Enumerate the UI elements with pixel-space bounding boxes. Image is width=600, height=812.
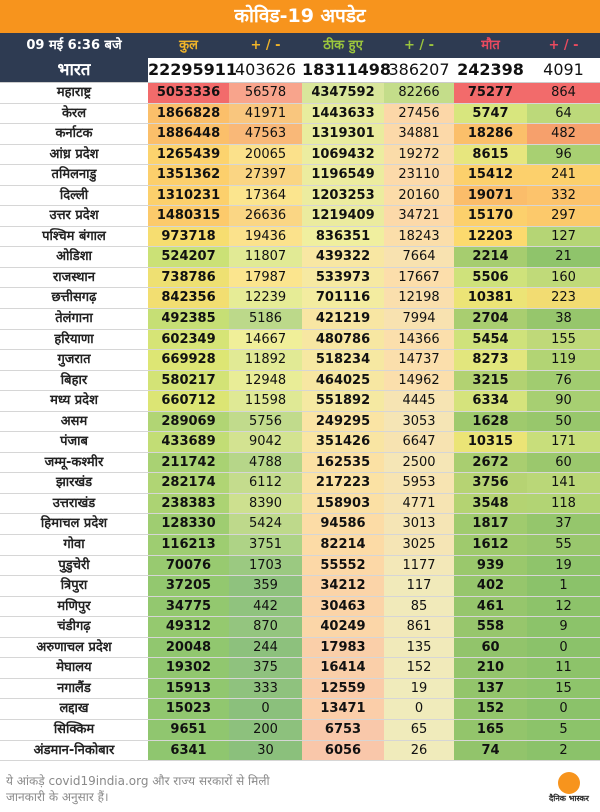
cell-total-delta: 11598 (229, 391, 302, 411)
state-name: पुडुचेरी (0, 556, 148, 576)
state-name: उत्तराखंड (0, 494, 148, 514)
cell-recovered-delta: 152 (384, 658, 454, 678)
cell-total: 842356 (148, 288, 229, 308)
table-row (0, 288, 600, 309)
table-row (0, 186, 600, 207)
cell-total: 6341 (148, 741, 229, 761)
cell-total: 660712 (148, 391, 229, 411)
state-name: आंध्र प्रदेश (0, 145, 148, 165)
state-name: हरियाणा (0, 330, 148, 350)
cell-recovered: 4347592 (302, 83, 384, 103)
cell-deaths: 19071 (454, 186, 527, 206)
cell-deaths: 402 (454, 576, 527, 596)
cell-deaths-delta: 19 (527, 556, 600, 576)
source-note: ये आंकड़े covid19india.org और राज्य सरकारों से मिली जानकारी के अनुसार हैं। (6, 774, 270, 804)
cell-deaths: 8273 (454, 350, 527, 370)
cell-total-delta: 12948 (229, 371, 302, 391)
cell-total-delta: 20065 (229, 145, 302, 165)
table-row (0, 145, 600, 166)
state-name: गोवा (0, 535, 148, 555)
cell-deaths-delta: 119 (527, 350, 600, 370)
cell-total: 580217 (148, 371, 229, 391)
cell-recovered-delta: 5953 (384, 473, 454, 493)
cell-deaths: 210 (454, 658, 527, 678)
cell-recovered: 464025 (302, 371, 384, 391)
national-deaths-delta: 4091 (543, 60, 584, 79)
national-recovered: 18311498 (302, 60, 392, 79)
cell-recovered: 40249 (302, 617, 384, 637)
cell-total: 19302 (148, 658, 229, 678)
cell-total: 37205 (148, 576, 229, 596)
cell-deaths: 3548 (454, 494, 527, 514)
cell-recovered-delta: 7664 (384, 247, 454, 267)
cell-recovered: 1203253 (302, 186, 384, 206)
cell-deaths: 5454 (454, 330, 527, 350)
state-name: हिमाचल प्रदेश (0, 514, 148, 534)
cell-recovered: 551892 (302, 391, 384, 411)
recovered-header: ठीक हुए (302, 33, 384, 58)
state-name: पश्चिम बंगाल (0, 227, 148, 247)
cell-recovered: 421219 (302, 309, 384, 329)
cell-total-delta: 5756 (229, 412, 302, 432)
cell-total: 289069 (148, 412, 229, 432)
cell-total-delta: 375 (229, 658, 302, 678)
national-deaths: 242398 (457, 60, 524, 79)
cell-recovered: 94586 (302, 514, 384, 534)
cell-deaths: 10381 (454, 288, 527, 308)
cell-deaths: 15170 (454, 206, 527, 226)
national-recovered-delta: 386207 (388, 60, 450, 79)
cell-deaths: 60 (454, 638, 527, 658)
cell-deaths-delta: 223 (527, 288, 600, 308)
table-row (0, 741, 600, 762)
cell-recovered-delta: 4771 (384, 494, 454, 514)
cell-total-delta: 244 (229, 638, 302, 658)
cell-deaths-delta: 127 (527, 227, 600, 247)
cell-deaths: 18286 (454, 124, 527, 144)
national-total-delta: 403626 (234, 60, 297, 79)
logo-icon (558, 772, 580, 794)
cell-deaths-delta: 5 (527, 720, 600, 740)
cell-total-delta: 6112 (229, 473, 302, 493)
logo-text: दैनिक भास्कर (549, 794, 589, 803)
cell-recovered-delta: 65 (384, 720, 454, 740)
cell-deaths-delta: 297 (527, 206, 600, 226)
table-row (0, 206, 600, 227)
cell-recovered-delta: 6647 (384, 432, 454, 452)
cell-deaths: 1628 (454, 412, 527, 432)
state-table (0, 83, 600, 761)
table-row (0, 617, 600, 638)
table-row (0, 658, 600, 679)
cell-deaths-delta: 2 (527, 741, 600, 761)
cell-recovered: 162535 (302, 453, 384, 473)
table-row (0, 432, 600, 453)
cell-recovered: 217223 (302, 473, 384, 493)
state-name: अरुणाचल प्रदेश (0, 638, 148, 658)
cell-deaths: 152 (454, 699, 527, 719)
cell-recovered: 1443633 (302, 104, 384, 124)
cell-recovered-delta: 23110 (384, 165, 454, 185)
state-name: गुजरात (0, 350, 148, 370)
table-row (0, 268, 600, 289)
table-row (0, 597, 600, 618)
cell-total: 9651 (148, 720, 229, 740)
cell-recovered-delta: 27456 (384, 104, 454, 124)
cell-total-delta: 4788 (229, 453, 302, 473)
cell-total-delta: 30 (229, 741, 302, 761)
cell-total: 20048 (148, 638, 229, 658)
state-name: चंडीगढ़ (0, 617, 148, 637)
cell-total: 5053336 (148, 83, 229, 103)
table-row (0, 699, 600, 720)
cell-recovered-delta: 2500 (384, 453, 454, 473)
state-name: झारखंड (0, 473, 148, 493)
cell-deaths: 1817 (454, 514, 527, 534)
cell-deaths: 6334 (454, 391, 527, 411)
cell-deaths-delta: 0 (527, 699, 600, 719)
table-row (0, 165, 600, 186)
table-row (0, 679, 600, 700)
table-row (0, 104, 600, 125)
cell-recovered-delta: 12198 (384, 288, 454, 308)
cell-deaths-delta: 50 (527, 412, 600, 432)
cell-total: 211742 (148, 453, 229, 473)
cell-total-delta: 442 (229, 597, 302, 617)
cell-recovered: 13471 (302, 699, 384, 719)
table-row (0, 453, 600, 474)
cell-total-delta: 5424 (229, 514, 302, 534)
cell-deaths-delta: 64 (527, 104, 600, 124)
cell-total: 1480315 (148, 206, 229, 226)
cell-recovered: 518234 (302, 350, 384, 370)
table-row (0, 83, 600, 104)
table-row (0, 350, 600, 371)
cell-total: 669928 (148, 350, 229, 370)
cell-recovered: 34212 (302, 576, 384, 596)
cell-total-delta: 26636 (229, 206, 302, 226)
cell-deaths-delta: 118 (527, 494, 600, 514)
cell-deaths: 3215 (454, 371, 527, 391)
table-row (0, 391, 600, 412)
cell-deaths-delta: 21 (527, 247, 600, 267)
cell-total-delta: 17987 (229, 268, 302, 288)
cell-deaths: 2214 (454, 247, 527, 267)
cell-total-delta: 200 (229, 720, 302, 740)
cell-recovered: 158903 (302, 494, 384, 514)
cell-deaths-delta: 11 (527, 658, 600, 678)
cell-total-delta: 12239 (229, 288, 302, 308)
cell-deaths: 939 (454, 556, 527, 576)
page-title: कोविड-19 अपडेट (0, 0, 600, 33)
cell-recovered-delta: 14962 (384, 371, 454, 391)
table-row (0, 412, 600, 433)
cell-recovered: 1196549 (302, 165, 384, 185)
table-row (0, 514, 600, 535)
state-name: अंडमान-निकोबार (0, 741, 148, 761)
cell-recovered: 249295 (302, 412, 384, 432)
cell-total: 1351362 (148, 165, 229, 185)
cell-deaths: 558 (454, 617, 527, 637)
date-header: 09 मई 6:36 बजे (0, 33, 148, 58)
cell-deaths-delta: 160 (527, 268, 600, 288)
cell-total: 116213 (148, 535, 229, 555)
state-name: लद्दाख (0, 699, 148, 719)
cell-total-delta: 359 (229, 576, 302, 596)
cell-deaths-delta: 96 (527, 145, 600, 165)
cell-recovered-delta: 861 (384, 617, 454, 637)
cell-recovered-delta: 20160 (384, 186, 454, 206)
cell-deaths: 5747 (454, 104, 527, 124)
state-name: सिक्किम (0, 720, 148, 740)
cell-total-delta: 8390 (229, 494, 302, 514)
cell-total-delta: 14667 (229, 330, 302, 350)
cell-deaths-delta: 37 (527, 514, 600, 534)
cell-recovered-delta: 135 (384, 638, 454, 658)
cell-recovered-delta: 34721 (384, 206, 454, 226)
cell-recovered-delta: 26 (384, 741, 454, 761)
cell-total: 1310231 (148, 186, 229, 206)
cell-total-delta: 0 (229, 699, 302, 719)
table-row (0, 535, 600, 556)
cell-recovered: 17983 (302, 638, 384, 658)
cell-recovered-delta: 117 (384, 576, 454, 596)
cell-deaths-delta: 12 (527, 597, 600, 617)
table-row (0, 309, 600, 330)
cell-total: 524207 (148, 247, 229, 267)
cell-deaths-delta: 55 (527, 535, 600, 555)
cell-deaths: 8615 (454, 145, 527, 165)
cell-total-delta: 19436 (229, 227, 302, 247)
cell-total: 34775 (148, 597, 229, 617)
cell-deaths: 2704 (454, 309, 527, 329)
cell-deaths-delta: 0 (527, 638, 600, 658)
cell-deaths-delta: 1 (527, 576, 600, 596)
table-row (0, 227, 600, 248)
cell-deaths: 75277 (454, 83, 527, 103)
cell-recovered: 30463 (302, 597, 384, 617)
total-delta-header: + / - (229, 33, 302, 58)
total-header: कुल (148, 33, 229, 58)
cell-total-delta: 9042 (229, 432, 302, 452)
cell-total: 282174 (148, 473, 229, 493)
table-row (0, 638, 600, 659)
cell-deaths: 10315 (454, 432, 527, 452)
cell-total-delta: 11892 (229, 350, 302, 370)
cell-total: 15913 (148, 679, 229, 699)
cell-recovered: 439322 (302, 247, 384, 267)
cell-recovered-delta: 19 (384, 679, 454, 699)
cell-recovered-delta: 3025 (384, 535, 454, 555)
cell-recovered-delta: 18243 (384, 227, 454, 247)
cell-deaths: 3756 (454, 473, 527, 493)
footer (0, 770, 600, 812)
cell-deaths: 165 (454, 720, 527, 740)
state-name: मध्य प्रदेश (0, 391, 148, 411)
cell-total-delta: 47563 (229, 124, 302, 144)
cell-deaths: 1612 (454, 535, 527, 555)
recovered-delta-header: + / - (384, 33, 454, 58)
cell-recovered: 1069432 (302, 145, 384, 165)
cell-recovered: 480786 (302, 330, 384, 350)
cell-deaths: 12203 (454, 227, 527, 247)
cell-total: 492385 (148, 309, 229, 329)
table-row (0, 556, 600, 577)
cell-total: 70076 (148, 556, 229, 576)
state-name: तेलंगाना (0, 309, 148, 329)
cell-recovered-delta: 85 (384, 597, 454, 617)
cell-total-delta: 17364 (229, 186, 302, 206)
cell-recovered: 1219409 (302, 206, 384, 226)
cell-deaths-delta: 141 (527, 473, 600, 493)
cell-deaths-delta: 9 (527, 617, 600, 637)
cell-recovered: 55552 (302, 556, 384, 576)
cell-deaths-delta: 482 (527, 124, 600, 144)
cell-recovered-delta: 3053 (384, 412, 454, 432)
table-header (0, 33, 600, 58)
cell-deaths-delta: 864 (527, 83, 600, 103)
cell-recovered-delta: 1177 (384, 556, 454, 576)
cell-total-delta: 56578 (229, 83, 302, 103)
cell-recovered: 351426 (302, 432, 384, 452)
state-name: ओडिशा (0, 247, 148, 267)
cell-total: 15023 (148, 699, 229, 719)
national-total: 22295911 (148, 60, 238, 79)
state-name: त्रिपुरा (0, 576, 148, 596)
cell-deaths-delta: 332 (527, 186, 600, 206)
table-row (0, 494, 600, 515)
state-name: असम (0, 412, 148, 432)
cell-deaths: 461 (454, 597, 527, 617)
table-row (0, 576, 600, 597)
cell-deaths: 2672 (454, 453, 527, 473)
cell-total-delta: 27397 (229, 165, 302, 185)
cell-recovered-delta: 14366 (384, 330, 454, 350)
state-name: दिल्ली (0, 186, 148, 206)
cell-recovered: 12559 (302, 679, 384, 699)
cell-deaths-delta: 60 (527, 453, 600, 473)
cell-total-delta: 333 (229, 679, 302, 699)
cell-total-delta: 5186 (229, 309, 302, 329)
cell-recovered-delta: 4445 (384, 391, 454, 411)
cell-deaths-delta: 155 (527, 330, 600, 350)
cell-deaths: 137 (454, 679, 527, 699)
table-row (0, 720, 600, 741)
state-name: पंजाब (0, 432, 148, 452)
cell-deaths-delta: 76 (527, 371, 600, 391)
cell-recovered-delta: 17667 (384, 268, 454, 288)
cell-total-delta: 1703 (229, 556, 302, 576)
cell-total: 973718 (148, 227, 229, 247)
cell-recovered-delta: 14737 (384, 350, 454, 370)
state-name: मणिपुर (0, 597, 148, 617)
state-name: केरल (0, 104, 148, 124)
state-name: कर्नाटक (0, 124, 148, 144)
cell-total: 1886448 (148, 124, 229, 144)
cell-recovered: 836351 (302, 227, 384, 247)
state-name: महाराष्ट्र (0, 83, 148, 103)
state-name: राजस्थान (0, 268, 148, 288)
cell-total: 1265439 (148, 145, 229, 165)
cell-total-delta: 3751 (229, 535, 302, 555)
state-name: उत्तर प्रदेश (0, 206, 148, 226)
cell-total-delta: 11807 (229, 247, 302, 267)
cell-recovered-delta: 0 (384, 699, 454, 719)
cell-recovered: 533973 (302, 268, 384, 288)
cell-deaths-delta: 38 (527, 309, 600, 329)
state-name: नगालैंड (0, 679, 148, 699)
table-row (0, 371, 600, 392)
cell-recovered: 6056 (302, 741, 384, 761)
cell-recovered-delta: 34881 (384, 124, 454, 144)
deaths-header: मौत (454, 33, 527, 58)
dainik-bhaskar-logo (548, 772, 590, 810)
cell-deaths: 74 (454, 741, 527, 761)
cell-recovered: 701116 (302, 288, 384, 308)
cell-total-delta: 870 (229, 617, 302, 637)
cell-deaths-delta: 15 (527, 679, 600, 699)
state-name: तमिलनाडु (0, 165, 148, 185)
cell-total: 128330 (148, 514, 229, 534)
cell-total: 738786 (148, 268, 229, 288)
cell-total: 433689 (148, 432, 229, 452)
cell-recovered-delta: 82266 (384, 83, 454, 103)
cell-deaths-delta: 241 (527, 165, 600, 185)
cell-recovered: 1319301 (302, 124, 384, 144)
cell-total-delta: 41971 (229, 104, 302, 124)
cell-deaths: 5506 (454, 268, 527, 288)
state-name: मेघालय (0, 658, 148, 678)
cell-recovered-delta: 7994 (384, 309, 454, 329)
national-name: भारत (0, 58, 148, 82)
cell-recovered-delta: 19272 (384, 145, 454, 165)
cell-total: 602349 (148, 330, 229, 350)
cell-total: 49312 (148, 617, 229, 637)
deaths-delta-header: + / - (527, 33, 600, 58)
cell-total: 1866828 (148, 104, 229, 124)
cell-total: 238383 (148, 494, 229, 514)
state-name: जम्मू-कश्मीर (0, 453, 148, 473)
cell-recovered-delta: 3013 (384, 514, 454, 534)
cell-deaths-delta: 90 (527, 391, 600, 411)
cell-recovered: 16414 (302, 658, 384, 678)
state-name: बिहार (0, 371, 148, 391)
cell-deaths: 15412 (454, 165, 527, 185)
table-row (0, 330, 600, 351)
cell-recovered: 82214 (302, 535, 384, 555)
table-row (0, 247, 600, 268)
table-row (0, 473, 600, 494)
cell-recovered: 6753 (302, 720, 384, 740)
table-row (0, 124, 600, 145)
cell-deaths-delta: 171 (527, 432, 600, 452)
national-row (0, 58, 600, 83)
state-name: छत्तीसगढ़ (0, 288, 148, 308)
